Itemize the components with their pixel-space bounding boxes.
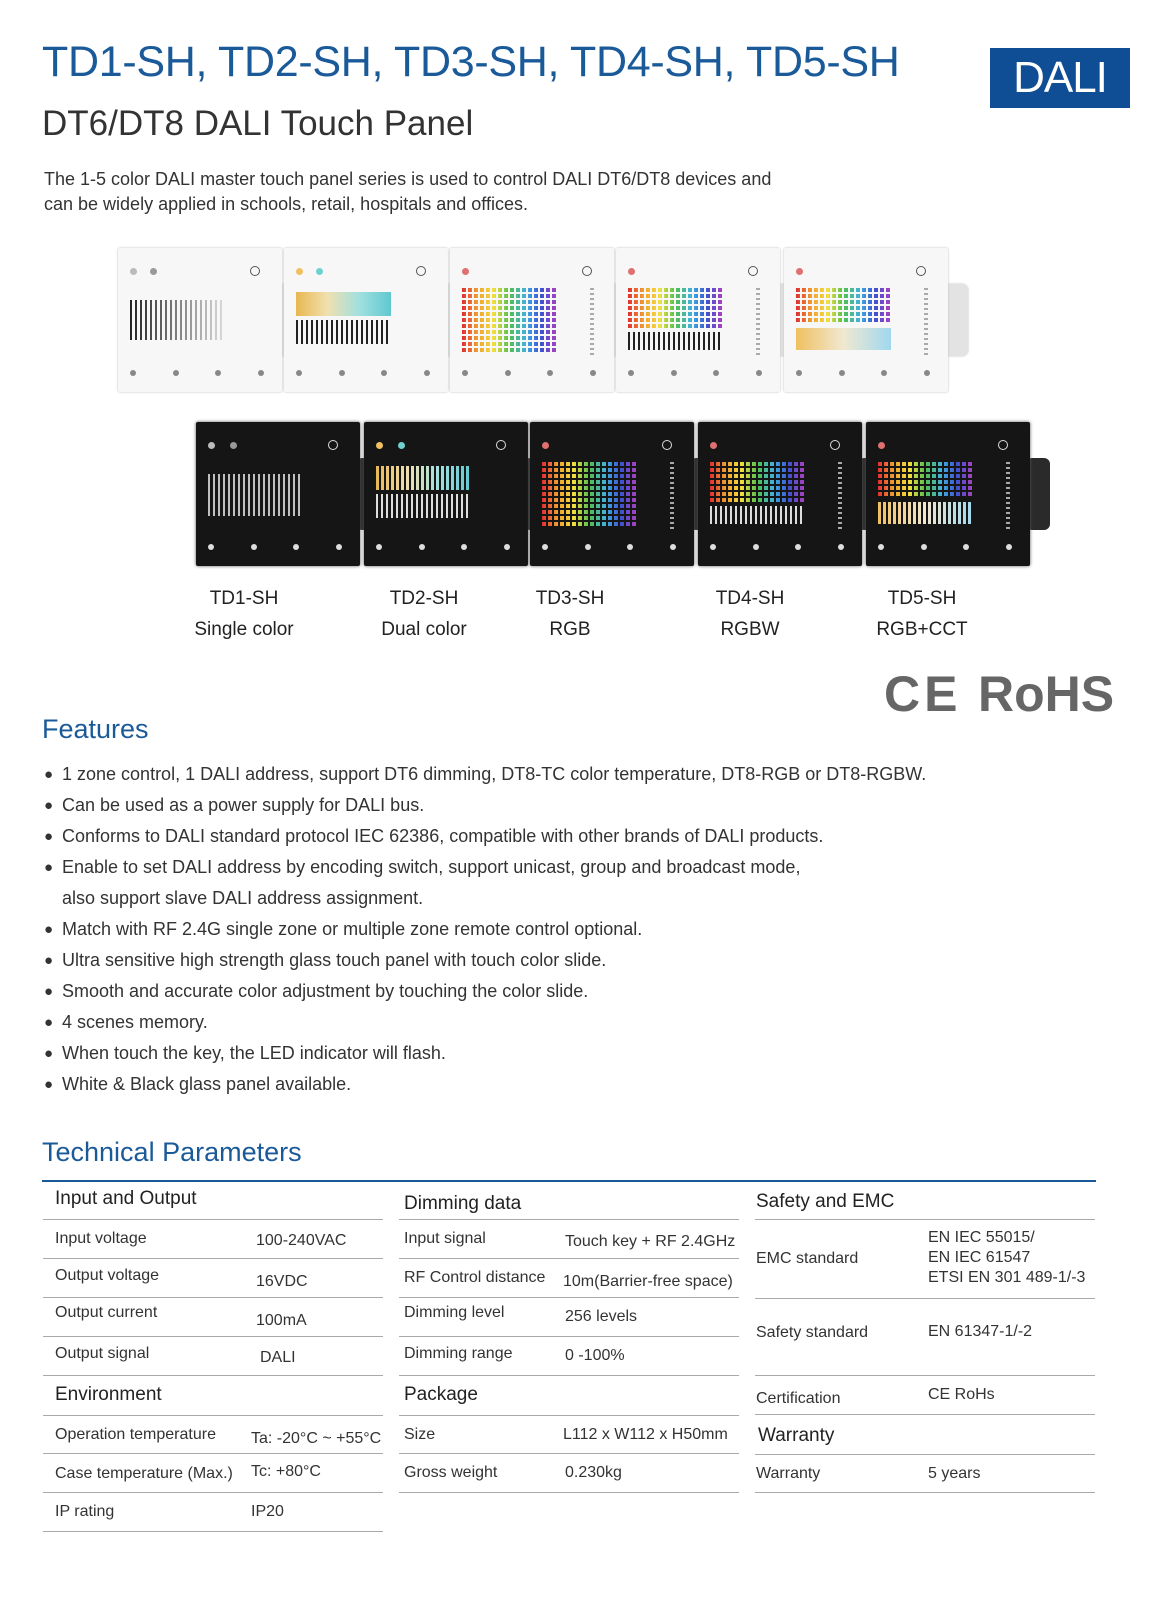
feature-item: ● Enable to set DALI address by encoding switch, support unicast, group and broadcast mode, also support slave DALI address assignment. [44, 852, 822, 914]
power-icon [250, 266, 260, 276]
product-label-td5 [842, 583, 1002, 645]
product-type: RGBW [720, 619, 780, 640]
table-section-header: Input and Output [43, 1182, 383, 1220]
table-row: RF Control distance 10m(Barrier-free space) [399, 1259, 739, 1298]
table-row: IP rating IP20 [43, 1493, 383, 1532]
params-column-dimming [399, 1182, 739, 1493]
td1-white-panel-image [118, 248, 302, 392]
table-row: Gross weight 0.230kg [399, 1454, 739, 1493]
table-section-header: Warranty [755, 1415, 1095, 1455]
product-label-td2 [344, 583, 504, 645]
table-row: Output current 100mA [43, 1298, 383, 1337]
td2-white-panel-image [284, 248, 468, 392]
power-icon [328, 440, 338, 450]
params-column-safety [755, 1182, 1095, 1493]
product-model: TD2-SH [389, 588, 459, 609]
table-row: Output voltage 16VDC [43, 1259, 383, 1298]
power-icon [416, 266, 426, 276]
td5-white-panel-image [784, 248, 968, 392]
product-model: TD4-SH [715, 588, 785, 609]
feature-item: ● Ultra sensitive high strength glass touch panel with touch color slide. [44, 945, 1044, 976]
product-type: RGB [549, 619, 591, 640]
table-row: EMC standard EN IEC 55015/ EN IEC 61547 ETSI EN 301 489-1/-3 [755, 1220, 1095, 1299]
table-row: Dimming level 256 levels [399, 1298, 739, 1337]
table-row: Certification CE RoHs [755, 1376, 1095, 1415]
td2-black-panel-image [364, 422, 548, 566]
power-icon [496, 440, 506, 450]
ce-mark: CE [884, 666, 962, 722]
tech-params-heading: Technical Parameters [42, 1137, 302, 1167]
product-model: TD1-SH [209, 588, 279, 609]
intro-text: The 1-5 color DALI master touch panel series is used to control DALI DT6/DT8 devices and can be widely applied in schools, retail, hospitals and offices. [44, 169, 772, 214]
feature-item: ● 4 scenes memory. [44, 1007, 1044, 1038]
feature-item: ● Conforms to DALI standard protocol IEC 62386, compatible with other brands of DALI products. [44, 821, 1044, 852]
td1-black-panel-image [196, 422, 380, 566]
power-icon [830, 440, 840, 450]
table-row: Case temperature (Max.) Tc: +80°C [43, 1454, 383, 1493]
table-row: Dimming range 0 -100% [399, 1337, 739, 1376]
product-label-td3 [490, 583, 650, 645]
feature-item: ● Match with RF 2.4G single zone or multiple zone remote control optional. [44, 914, 1044, 945]
page-subtitle: DT6/DT8 DALI Touch Panel [42, 104, 474, 143]
power-icon [582, 266, 592, 276]
td5-black-panel-image [866, 422, 1050, 566]
product-type: Single color [194, 619, 294, 640]
power-icon [916, 266, 926, 276]
feature-item: ● White & Black glass panel available. [44, 1069, 1044, 1100]
table-row: Output signal DALI [43, 1337, 383, 1376]
product-model: TD5-SH [887, 588, 957, 609]
dali-badge: DALI [990, 48, 1130, 108]
feature-item: ● 1 zone control, 1 DALI address, support DT6 dimming, DT8-TC color temperature, DT8-RGB or DT8-RGBW. [44, 759, 1044, 790]
params-column-input-output [43, 1182, 383, 1532]
table-section-header: Environment [43, 1376, 383, 1416]
product-label-td1 [164, 583, 324, 645]
feature-item: ● Smooth and accurate color adjustment by touching the color slide. [44, 976, 1044, 1007]
table-section-header: Package [399, 1376, 739, 1416]
product-model: TD3-SH [535, 588, 605, 609]
table-row: Safety standard EN 61347-1/-2 [755, 1299, 1095, 1376]
table-row: Input signal Touch key + RF 2.4GHz [399, 1220, 739, 1259]
rohs-mark: RoHS [978, 666, 1115, 722]
page-title: TD1-SH, TD2-SH, TD3-SH, TD4-SH, TD5-SH [42, 38, 900, 86]
feature-item: ● When touch the key, the LED indicator will flash. [44, 1038, 1044, 1069]
product-type: RGB+CCT [876, 619, 968, 640]
power-icon [662, 440, 672, 450]
product-type: Dual color [381, 619, 467, 640]
td3-black-panel-image [530, 422, 714, 566]
table-row: Warranty 5 years [755, 1455, 1095, 1493]
table-row: Size L112 x W112 x H50mm [399, 1416, 739, 1454]
power-icon [748, 266, 758, 276]
td3-white-panel-image [450, 248, 634, 392]
table-row: Operation temperature Ta: -20°C ~ +55°C [43, 1416, 383, 1454]
product-label-td4 [670, 583, 830, 645]
features-heading: Features [42, 714, 149, 744]
power-icon [998, 440, 1008, 450]
td4-white-panel-image [616, 248, 800, 392]
features-list [44, 759, 1044, 1100]
feature-item: ● Can be used as a power supply for DALI bus. [44, 790, 1044, 821]
td4-black-panel-image [698, 422, 882, 566]
table-section-header: Safety and EMC [755, 1182, 1095, 1220]
table-section-header: Dimming data [399, 1182, 739, 1220]
table-row: Input voltage 100-240VAC [43, 1220, 383, 1259]
